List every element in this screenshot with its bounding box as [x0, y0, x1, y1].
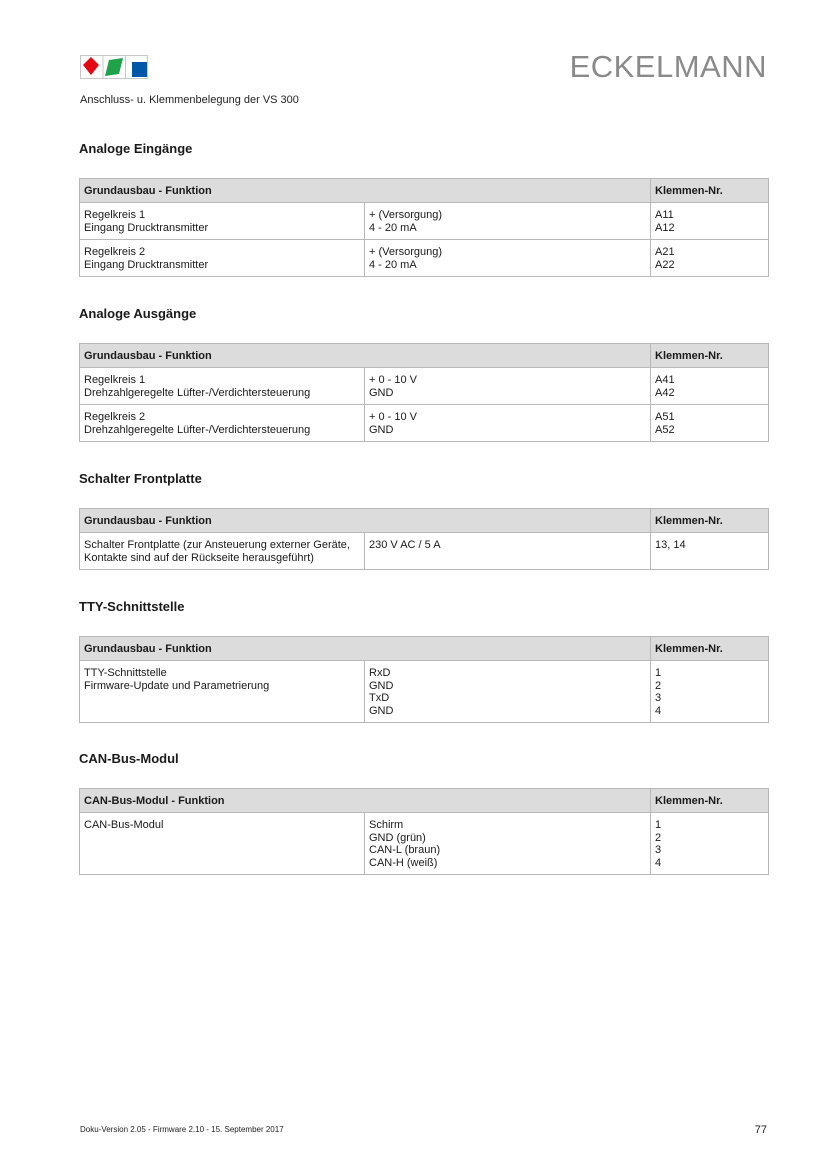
section-title: Analoge Ausgänge — [79, 306, 197, 321]
header-terminal: Klemmen-Nr. — [651, 637, 769, 661]
section-title: TTY-Schnittstelle — [79, 599, 185, 614]
terminal-table — [79, 636, 769, 723]
cell-signal: + 0 - 10 V GND — [365, 405, 651, 442]
cell-terminal: A11 A12 — [651, 203, 769, 240]
table-row — [80, 533, 769, 570]
header-function: Grundausbau - Funktion — [80, 637, 651, 661]
terminal-table — [79, 788, 769, 875]
header-function: Grundausbau - Funktion — [80, 179, 651, 203]
terminal-table — [79, 343, 769, 442]
table-row — [80, 203, 769, 240]
table-header-row — [80, 509, 769, 533]
cell-function: Regelkreis 1 Drehzahlgeregelte Lüfter-/Verdichtersteuerung — [80, 368, 365, 405]
cell-signal: + 0 - 10 V GND — [365, 368, 651, 405]
logo-green-parallelogram — [105, 58, 123, 76]
document-subtitle: Anschluss- u. Klemmenbelegung der VS 300 — [80, 94, 299, 106]
section-tty-schnittstelle — [79, 599, 768, 723]
header-terminal: Klemmen-Nr. — [651, 179, 769, 203]
logo-red-diamond — [83, 57, 99, 75]
section-title: Analoge Eingänge — [79, 141, 193, 156]
section-title: CAN-Bus-Modul — [79, 751, 179, 766]
cell-signal: RxD GND TxD GND — [365, 661, 651, 723]
cell-terminal: 1 2 3 4 — [651, 661, 769, 723]
eckelmann-logo — [80, 55, 148, 79]
table-row — [80, 405, 769, 442]
table-row — [80, 661, 769, 723]
header-function: Grundausbau - Funktion — [80, 509, 651, 533]
cell-function: CAN-Bus-Modul — [80, 813, 365, 875]
cell-terminal: A21 A22 — [651, 240, 769, 277]
header-terminal: Klemmen-Nr. — [651, 344, 769, 368]
footer-version: Doku-Version 2.05 - Firmware 2.10 - 15. September 2017 — [80, 1125, 284, 1134]
table-header-row — [80, 789, 769, 813]
cell-function: TTY-Schnittstelle Firmware-Update und Parametrierung — [80, 661, 365, 723]
section-analoge-eingaenge — [79, 141, 768, 277]
table-row — [80, 368, 769, 405]
header-function: Grundausbau - Funktion — [80, 344, 651, 368]
cell-terminal: 13, 14 — [651, 533, 769, 570]
terminal-table — [79, 178, 769, 277]
terminal-table — [79, 508, 769, 570]
section-schalter-frontplatte — [79, 471, 768, 570]
cell-signal: 230 V AC / 5 A — [365, 533, 651, 570]
cell-terminal: 1 2 3 4 — [651, 813, 769, 875]
cell-function: Regelkreis 2 Drehzahlgeregelte Lüfter-/Verdichtersteuerung — [80, 405, 365, 442]
logo-blue-square — [132, 62, 147, 77]
header-function: CAN-Bus-Modul - Funktion — [80, 789, 651, 813]
table-row — [80, 813, 769, 875]
table-header-row — [80, 637, 769, 661]
header-terminal: Klemmen-Nr. — [651, 789, 769, 813]
cell-function: Schalter Frontplatte (zur Ansteuerung externer Geräte, Kontakte sind auf der Rückseite herausgeführt) — [80, 533, 365, 570]
table-row — [80, 240, 769, 277]
cell-signal: + (Versorgung) 4 - 20 mA — [365, 240, 651, 277]
header-terminal: Klemmen-Nr. — [651, 509, 769, 533]
cell-signal: Schirm GND (grün) CAN-L (braun) CAN-H (weiß) — [365, 813, 651, 875]
section-title: Schalter Frontplatte — [79, 471, 202, 486]
brand-wordmark: ECKELMANN — [569, 49, 767, 84]
table-header-row — [80, 179, 769, 203]
section-can-bus-modul — [79, 751, 768, 875]
cell-terminal: A41 A42 — [651, 368, 769, 405]
cell-function: Regelkreis 1 Eingang Drucktransmitter — [80, 203, 365, 240]
page-number: 77 — [754, 1124, 767, 1136]
cell-function: Regelkreis 2 Eingang Drucktransmitter — [80, 240, 365, 277]
section-analoge-ausgaenge — [79, 306, 768, 442]
cell-signal: + (Versorgung) 4 - 20 mA — [365, 203, 651, 240]
cell-terminal: A51 A52 — [651, 405, 769, 442]
table-header-row — [80, 344, 769, 368]
